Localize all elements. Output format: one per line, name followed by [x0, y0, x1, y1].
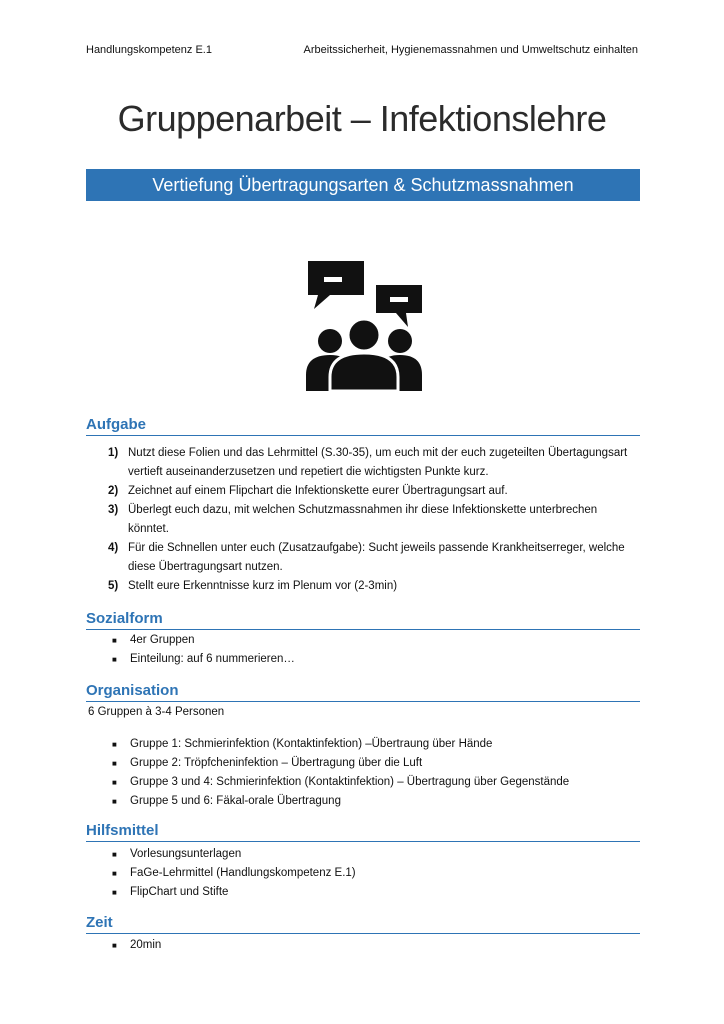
item-text: Nutzt diese Folien und das Lehrmittel (S.30-35), um euch mit der euch zugeteilten Übertagungsart vertieft auseinanderzusetzen und repetiert die wichtigsten Punkte kurz. — [128, 447, 628, 478]
sozialform-list — [112, 631, 632, 669]
list-item — [112, 650, 632, 669]
bullet-icon: ■ — [112, 778, 117, 787]
list-item — [108, 539, 638, 577]
bullet-icon: ■ — [112, 740, 117, 749]
bullet-icon: ■ — [112, 797, 117, 806]
bullet-icon: ■ — [112, 759, 117, 768]
list-item — [112, 735, 632, 754]
header-right: Arbeitssicherheit, Hygienemassnahmen und Umweltschutz einhalten — [303, 44, 638, 56]
group-discussion-icon — [300, 255, 428, 391]
bullet-icon: ■ — [112, 850, 117, 859]
item-text: Stellt eure Erkenntnisse kurz im Plenum vor (2-3min) — [128, 580, 398, 592]
item-text: FlipChart und Stifte — [130, 886, 229, 898]
item-text: Überlegt euch dazu, mit welchen Schutzmassnahmen ihr diese Infektionskette unterbrechen könntet. — [128, 504, 598, 535]
item-text: Zeichnet auf einem Flipchart die Infektionskette eurer Übertragungsart auf. — [128, 485, 508, 497]
bullet-icon: ■ — [112, 636, 117, 645]
item-number: 2) — [108, 485, 119, 497]
list-item — [108, 482, 638, 501]
list-item — [108, 577, 638, 596]
item-text: Gruppe 5 und 6: Fäkal-orale Übertragung — [130, 795, 341, 807]
item-text: Für die Schnellen unter euch (Zusatzaufgabe): Sucht jeweils passende Krankheitserreger, welche diese Übertragungsart nutzen. — [128, 542, 625, 573]
aufgabe-list — [108, 444, 638, 596]
header-left: Handlungskompetenz E.1 — [86, 44, 212, 56]
item-text: Einteilung: auf 6 nummerieren… — [130, 653, 295, 665]
item-text: FaGe-Lehrmittel (Handlungskompetenz E.1) — [130, 867, 356, 879]
bullet-icon: ■ — [112, 655, 117, 664]
list-item — [112, 754, 632, 773]
zeit-list — [112, 936, 632, 955]
subtitle-banner: Vertiefung Übertragungsarten & Schutzmassnahmen — [86, 169, 640, 201]
page-title: Gruppenarbeit – Infektionslehre — [117, 98, 607, 139]
item-text: 20min — [130, 939, 162, 951]
list-item — [112, 792, 632, 811]
organisation-list — [112, 735, 632, 811]
bullet-icon: ■ — [112, 869, 117, 878]
list-item — [112, 631, 632, 650]
list-item — [112, 864, 632, 883]
hilfsmittel-list — [112, 845, 632, 902]
item-text: 4er Gruppen — [130, 634, 195, 646]
item-text: Gruppe 1: Schmierinfektion (Kontaktinfektion) –Übertraung über Hände — [130, 738, 493, 750]
section-title-zeit: Zeit — [86, 914, 640, 934]
item-number: 5) — [108, 580, 119, 592]
section-title-organisation: Organisation — [86, 682, 640, 702]
item-number: 4) — [108, 542, 119, 554]
list-item — [112, 883, 632, 902]
organisation-intro: 6 Gruppen à 3-4 Personen — [88, 706, 225, 718]
section-title-hilfsmittel: Hilfsmittel — [86, 822, 640, 842]
item-text: Vorlesungsunterlagen — [130, 848, 242, 860]
page-header — [86, 44, 638, 56]
list-item — [112, 936, 632, 955]
section-title-sozialform: Sozialform — [86, 610, 640, 630]
list-item — [112, 845, 632, 864]
item-text: Gruppe 2: Tröpfcheninfektion – Übertragung über die Luft — [130, 757, 423, 769]
bullet-icon: ■ — [112, 941, 117, 950]
bullet-icon: ■ — [112, 888, 117, 897]
item-number: 1) — [108, 447, 119, 459]
item-number: 3) — [108, 504, 119, 516]
list-item — [108, 444, 638, 482]
list-item — [108, 501, 638, 539]
item-text: Gruppe 3 und 4: Schmierinfektion (Kontaktinfektion) – Übertragung über Gegenstände — [130, 776, 570, 788]
section-title-aufgabe: Aufgabe — [86, 416, 640, 436]
list-item — [112, 773, 632, 792]
